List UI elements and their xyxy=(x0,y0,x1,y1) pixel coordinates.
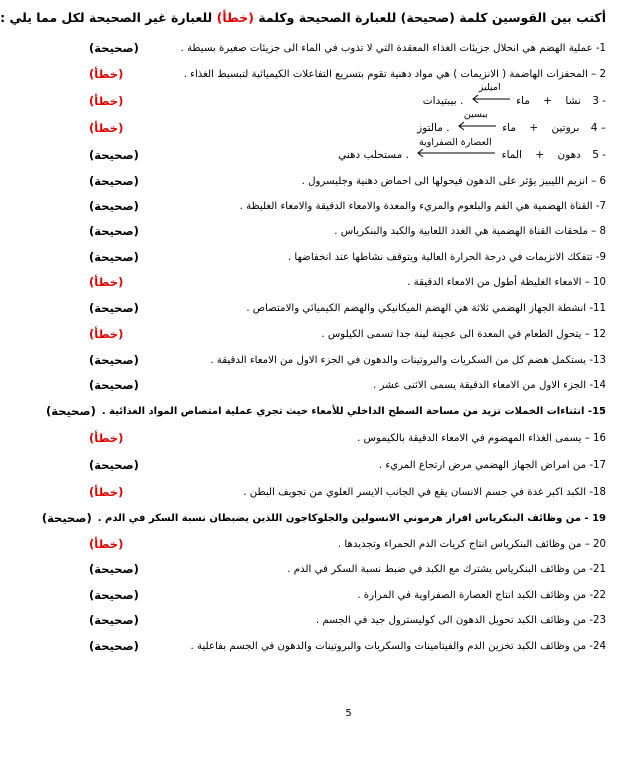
page-title xyxy=(0,10,606,25)
reaction-arrow xyxy=(470,82,510,104)
question-text: 1- عملية الهضم هي انحلال جزيئات الغذاء المعقدة التي لا تذوب في الماء الى جزيئات صغيرة بسيطة . xyxy=(180,42,606,54)
enzyme-label: ببسين xyxy=(463,109,488,120)
equation-product: بيبتيدات . xyxy=(422,95,464,107)
question-text: 18- الكبد اكبر غدة في جسم الانسان يقع في الجانب الايسر العلوي من تجويف البطن . xyxy=(243,486,606,498)
list-item xyxy=(89,585,606,605)
equation-product: مالتوز . xyxy=(417,122,450,134)
arrow-left-icon xyxy=(456,121,496,131)
question-text: 11- انشطة الجهاز الهضمي ثلاثة هي الهضم الميكانيكي والهضم الكيميائي والامتصاص . xyxy=(246,302,606,314)
page-number: 5 xyxy=(345,708,352,719)
equation-left: نشا xyxy=(565,95,581,107)
answer-label: (خطأ) xyxy=(89,431,124,445)
answer-label: (خطأ) xyxy=(89,275,124,289)
answer-label: (صحيحة) xyxy=(89,301,139,315)
answer-label: (خطأ) xyxy=(89,94,124,108)
list-item xyxy=(89,350,606,370)
list-item xyxy=(89,559,606,579)
list-item xyxy=(89,428,606,448)
question-text: 6 – انزيم الليبيز يؤثر على الدهون فيحولها الى احماض دهنية وجليسرول . xyxy=(301,175,606,187)
list-item xyxy=(89,636,606,656)
answer-label: (خطأ) xyxy=(89,67,124,81)
equation-plus: + xyxy=(543,95,552,107)
answer-label: (صحيحة) xyxy=(41,511,92,525)
question-text: 7- القناة الهضمية هي الفم والبلعوم والمريء والمعدة والامعاء الدقيقة والامعاء الغليظة . xyxy=(239,200,606,212)
answer-label: (خطأ) xyxy=(89,537,124,551)
list-item xyxy=(89,171,606,191)
title-red-word: (خطأ) xyxy=(216,10,254,25)
list-item xyxy=(89,247,606,267)
list-item xyxy=(89,196,606,216)
equation-right: ماء xyxy=(502,122,516,134)
question-text: 8 – ملحقات القناة الهضمية هي الغدد اللعابية والكبد والبنكرياس . xyxy=(334,225,606,237)
list-item xyxy=(89,38,606,58)
list-item xyxy=(41,508,606,528)
answer-label: (صحيحة) xyxy=(89,199,139,213)
answer-label: (صحيحة) xyxy=(89,224,139,238)
question-text: 2 – المحفزات الهاضمة ( الانزيمات ) هي مواد دهنية تقوم بتسريع التفاعلات الكيميائية لتبسيط الغذاء . xyxy=(183,68,606,80)
answer-label: (صحيحة) xyxy=(89,174,139,188)
question-text: 20 – من وظائف البنكرياس انتاج كريات الدم الحمراء وتجديدها . xyxy=(337,538,606,550)
answer-label: (خطأ) xyxy=(89,485,124,499)
equation-right: الماء xyxy=(501,149,522,161)
question-text: 10 – الامعاء الغليظة أطول من الامعاء الدقيقة . xyxy=(407,276,606,288)
answer-label: (صحيحة) xyxy=(89,639,139,653)
equation-left: دهون xyxy=(557,149,581,161)
equation-number: 5 - xyxy=(592,149,606,161)
list-item xyxy=(45,401,606,421)
enzyme-label: اميليز xyxy=(478,82,501,93)
answer-label: (صحيحة) xyxy=(89,41,139,55)
answer-label: (صحيحة) xyxy=(89,353,139,367)
equation-plus: + xyxy=(535,149,545,161)
list-item xyxy=(89,221,606,241)
reaction-arrow xyxy=(456,109,496,131)
question-text: 14- الجزء الاول من الامعاء الدقيقة يسمى الاثنى عشر . xyxy=(372,379,606,391)
answer-label: (صحيحة) xyxy=(89,148,139,162)
answer-label: (خطأ) xyxy=(89,121,124,135)
question-text: 17- من امراض الجهاز الهضمي مرض ارتجاع المريء . xyxy=(378,459,606,471)
title-part2: للعبارة غير الصحيحة لكل مما يلي : xyxy=(0,10,217,25)
equation-3 xyxy=(422,82,606,107)
equation-plus: + xyxy=(529,122,539,134)
list-item xyxy=(89,610,606,630)
question-text: 22- من وظائف الكبد انتاج العصارة الصفراوية في المرارة . xyxy=(357,589,606,601)
answer-label: (خطأ) xyxy=(89,327,124,341)
list-item xyxy=(89,482,606,502)
equation-5 xyxy=(338,137,606,161)
arrow-left-icon xyxy=(415,148,495,158)
equation-right: ماء xyxy=(516,95,530,107)
arrow-left-icon xyxy=(470,94,510,104)
list-item xyxy=(89,534,606,554)
question-text: 24- من وظائف الكبد تخزين الدم والفيتامينات والسكريات والبروتينات والدهون في الجسم بفاعلية . xyxy=(190,640,606,652)
equation-4 xyxy=(417,109,606,134)
equation-product: مستحلب دهني . xyxy=(338,149,409,161)
answer-label: (صحيحة) xyxy=(89,588,139,602)
answer-label: (صحيحة) xyxy=(89,562,139,576)
answer-label: (صحيحة) xyxy=(45,404,96,418)
question-text: 19 - من وظائف البنكرياس افراز هرموني الانسولين والجلوكاجون اللذين يضبطان نسبة السكر في الدم . xyxy=(97,512,606,524)
question-text: 21- من وظائف البنكرياس يشترك مع الكبد في ضبط نسبة السكر في الدم . xyxy=(287,563,606,575)
answer-label: (صحيحة) xyxy=(89,250,139,264)
enzyme-label: العصارة الصفراوية xyxy=(419,137,492,148)
list-item xyxy=(89,455,606,475)
equation-left: بروتين xyxy=(551,122,580,134)
list-item xyxy=(89,375,606,395)
question-text: 15- انثناءات الخملات تزيد من مساحة السطح الداخلي للأمعاء حيث تجري عملية امتصاص المواد الغذائية . xyxy=(101,405,606,417)
equation-number: 4 – xyxy=(590,122,606,134)
question-text: 23- من وظائف الكبد تحويل الدهون الى كوليسترول جيد في الجسم . xyxy=(315,614,606,626)
question-text: 12 – يتحول الطعام في المعدة الى عجينة لينة جدا تسمى الكيلوس . xyxy=(321,328,606,340)
list-item xyxy=(89,324,606,344)
equation-number: 3 - xyxy=(592,95,606,107)
answer-label: (صحيحة) xyxy=(89,378,139,392)
question-text: 16 – يسمى الغذاء المهضوم في الامعاء الدقيقة بالكيموس . xyxy=(357,432,606,444)
list-item xyxy=(89,272,606,292)
title-part1: أكتب بين القوسين كلمة (صحيحة) للعبارة الصحيحة وكلمة xyxy=(253,10,606,25)
answer-label: (صحيحة) xyxy=(89,613,139,627)
list-item xyxy=(89,64,606,84)
answer-label: (صحيحة) xyxy=(89,458,139,472)
reaction-arrow xyxy=(415,137,495,158)
question-text: 13- يستكمل هضم كل من السكريات والبروتينات والدهون في الجزء الاول من الامعاء الدقيقة . xyxy=(210,354,606,366)
question-text: 9- تتفكك الانزيمات في درجة الحرارة العالية ويتوقف نشاطها عند انخفاضها . xyxy=(287,251,606,263)
list-item xyxy=(89,298,606,318)
